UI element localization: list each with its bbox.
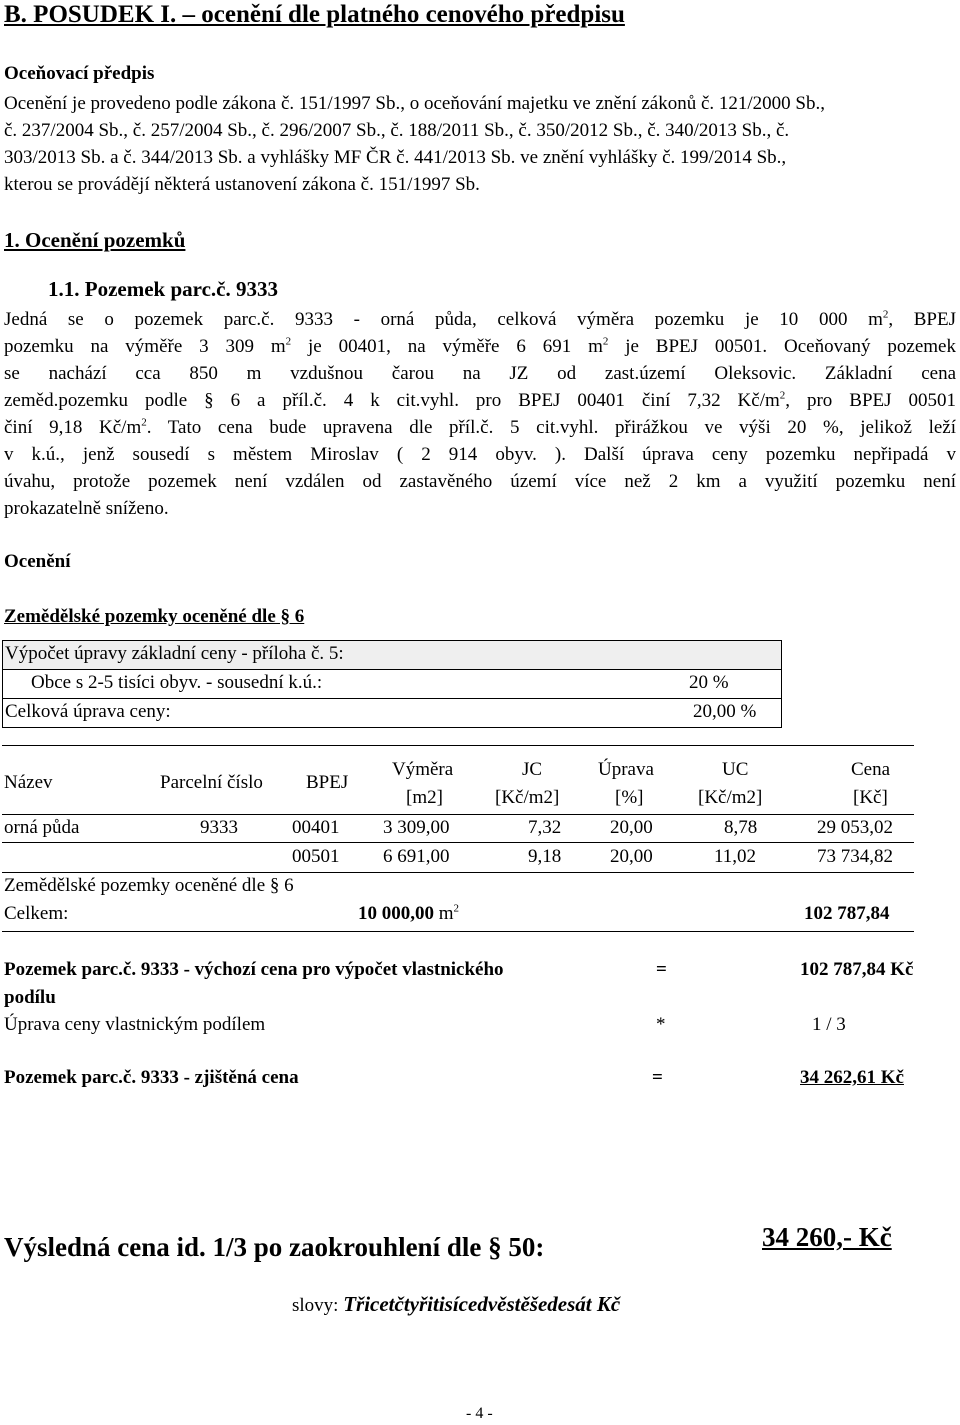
oceneni-heading: Ocenění xyxy=(4,551,71,572)
predpis-line-3: 303/2013 Sb. a č. 344/2013 Sb. a vyhlášky MF ČR č. 441/2013 Sb. ve znění vyhlášky č. 199/2014 Sb., xyxy=(4,147,787,168)
th-cena-1: Cena xyxy=(851,759,891,780)
uprava-row-3-label: Celková úprava ceny: xyxy=(5,701,171,722)
par-l8: prokazatelně sníženo. xyxy=(4,498,169,519)
result-value: 34 260,- Kč xyxy=(762,1222,892,1252)
par-l7: úvahu, protože pozemek není vzdálen od zastavěného území více než 2 km a využití pozemku není xyxy=(4,471,956,492)
par-l1b: , BPEJ xyxy=(888,309,956,330)
uprava-row-2-value: 20 % xyxy=(689,672,729,693)
td-row2-jc: 9,18 xyxy=(528,846,562,867)
celkem-vymera-wrap xyxy=(358,903,459,925)
th-nazev: Název xyxy=(4,772,53,793)
td-row2-bpej: 00501 xyxy=(292,846,340,867)
celkem-label: Celkem: xyxy=(4,903,69,924)
summary-line1-value: 102 787,84 Kč xyxy=(800,959,914,980)
summary-line1-op: = xyxy=(656,959,667,980)
th-jc-1: JC xyxy=(522,759,543,780)
td-row2-vymera: 6 691,00 xyxy=(383,846,450,867)
th-uc-2: [Kč/m2] xyxy=(698,787,763,808)
predpis-line-1: Ocenění je provedeno podle zákona č. 151/1997 Sb., o oceňování majetku ve znění zákonů č. 121/2000 Sb., xyxy=(4,93,825,114)
summary-line2-label: Úprava ceny vlastnickým podílem xyxy=(4,1014,266,1035)
par-l5b: . Tato cena bude upravena dle příl.č. 5 cit.vyhl. přirážkou ve výši 20 %, jelikož leží xyxy=(146,417,956,438)
slovy-label: slovy: xyxy=(292,1295,339,1316)
par-l3: se nachází cca 850 m vzdušnou čarou na JZ od zast.území Oleksovic. Základní cena xyxy=(4,363,956,384)
th-cena-2: [Kč] xyxy=(853,787,888,808)
td-row1-vymera: 3 309,00 xyxy=(383,817,450,838)
par-l2a: pozemku na výměře 3 309 m xyxy=(4,336,286,357)
page-number: - 4 - xyxy=(466,1405,493,1422)
page-title: B. POSUDEK I. – ocenění dle platného cenového předpisu xyxy=(4,1,625,28)
par-l1sup: 2 xyxy=(882,308,889,321)
td-row1-parcelni: 9333 xyxy=(200,817,238,838)
td-row1-uc: 8,78 xyxy=(724,817,758,838)
celkem-vymera: 10 000,00 xyxy=(358,903,434,924)
result-label: Výsledná cena id. 1/3 po zaokrouhlení dle § 50: xyxy=(4,1232,545,1262)
summary-line3-label: Pozemek parc.č. 9333 - zjištěná cena xyxy=(4,1067,299,1088)
par-l2sup2: 2 xyxy=(602,335,609,348)
zemedelske-heading: Zemědělské pozemky oceněné dle § 6 xyxy=(4,606,305,627)
td-row2-uprava: 20,00 xyxy=(610,846,653,867)
par-l2sup1: 2 xyxy=(285,335,292,348)
th-uprava-1: Úprava xyxy=(598,759,654,780)
par-l1a: Jedná se o pozemek parc.č. 9333 - orná půda, celková výměra pozemku je 10 000 m xyxy=(4,309,883,330)
td-row1-jc: 7,32 xyxy=(528,817,562,838)
par-l6: v k.ú., jenž sousedí s městem Miroslav ( 2 914 obyv. ). Další úprava ceny pozemku nepřipadá v xyxy=(4,444,956,465)
celkem-unit-sup: 2 xyxy=(453,902,460,915)
th-jc-2: [Kč/m2] xyxy=(495,787,560,808)
summary-line1-label-cont: podílu xyxy=(4,987,56,1008)
par-l4sup: 2 xyxy=(779,389,786,402)
par-l4a: zeměd.pozemku podle § 6 a příl.č. 4 k cit.vyhl. pro BPEJ 00401 činí 7,32 Kč/m xyxy=(4,390,780,411)
th-vymera-2: [m2] xyxy=(406,787,443,808)
par-l5a: činí 9,18 Kč/m xyxy=(4,417,142,438)
td-row2-uc: 11,02 xyxy=(714,846,757,867)
th-parcelni: Parcelní číslo xyxy=(160,772,263,793)
th-bpej: BPEJ xyxy=(306,772,349,793)
summary-line2-value: 1 / 3 xyxy=(812,1014,846,1035)
summary-line3-op: = xyxy=(652,1067,663,1088)
summary-line3-value: 34 262,61 Kč xyxy=(800,1067,904,1088)
table-top-rule xyxy=(2,745,914,746)
par-l2c: je BPEJ 00501. Oceňovaný pozemek xyxy=(608,336,956,357)
uprava-row-3-value: 20,00 % xyxy=(693,701,757,722)
uprava-row-2-label: Obce s 2-5 tisíci obyv. - sousední k.ú.: xyxy=(31,672,323,693)
slovy-value: Třicetčtyřitisícedvěstěšedesát Kč xyxy=(343,1292,621,1316)
celkem-cena: 102 787,84 xyxy=(804,903,890,924)
summary-line2-op: * xyxy=(656,1014,666,1035)
par-l2b: je 00401, na výměře 6 691 m xyxy=(291,336,603,357)
table-footer-label: Zemědělské pozemky oceněné dle § 6 xyxy=(4,875,294,896)
celkem-unit: m xyxy=(438,903,454,924)
predpis-line-2: č. 237/2004 Sb., č. 257/2004 Sb., č. 296/2007 Sb., č. 188/2011 Sb., č. 350/2012 Sb., č. 340/2013 Sb., č. xyxy=(4,120,790,141)
sub-heading-pozemek: 1.1. Pozemek parc.č. 9333 xyxy=(48,277,278,301)
td-row1-uprava: 20,00 xyxy=(610,817,653,838)
table-row2-rule xyxy=(2,872,914,873)
th-uc-1: UC xyxy=(722,759,749,780)
table-row1-rule xyxy=(2,842,914,843)
par-l4b: , pro BPEJ 00501 xyxy=(785,390,956,411)
table-header-rule xyxy=(2,814,914,815)
td-row1-nazev: orná půda xyxy=(4,817,80,838)
slovy-line xyxy=(292,1292,620,1317)
th-uprava-2: [%] xyxy=(615,787,644,808)
summary-line1-label: Pozemek parc.č. 9333 - výchozí cena pro výpočet vlastnického xyxy=(4,959,504,980)
table-bottom-rule xyxy=(2,931,914,932)
predpis-heading: Oceňovací předpis xyxy=(4,63,155,84)
predpis-line-4: kterou se provádějí některá ustanovení zákona č. 151/1997 Sb. xyxy=(4,174,480,195)
td-row1-bpej: 00401 xyxy=(292,817,340,838)
par-l5sup: 2 xyxy=(141,416,147,429)
section-heading-oceneni-pozemku: 1. Ocenění pozemků xyxy=(4,228,186,252)
td-row2-cena: 73 734,82 xyxy=(817,846,893,867)
th-vymera-1: Výměra xyxy=(392,759,454,780)
uprava-row-1-label: Výpočet úpravy základní ceny - příloha č. 5: xyxy=(5,643,344,664)
td-row1-cena: 29 053,02 xyxy=(817,817,893,838)
